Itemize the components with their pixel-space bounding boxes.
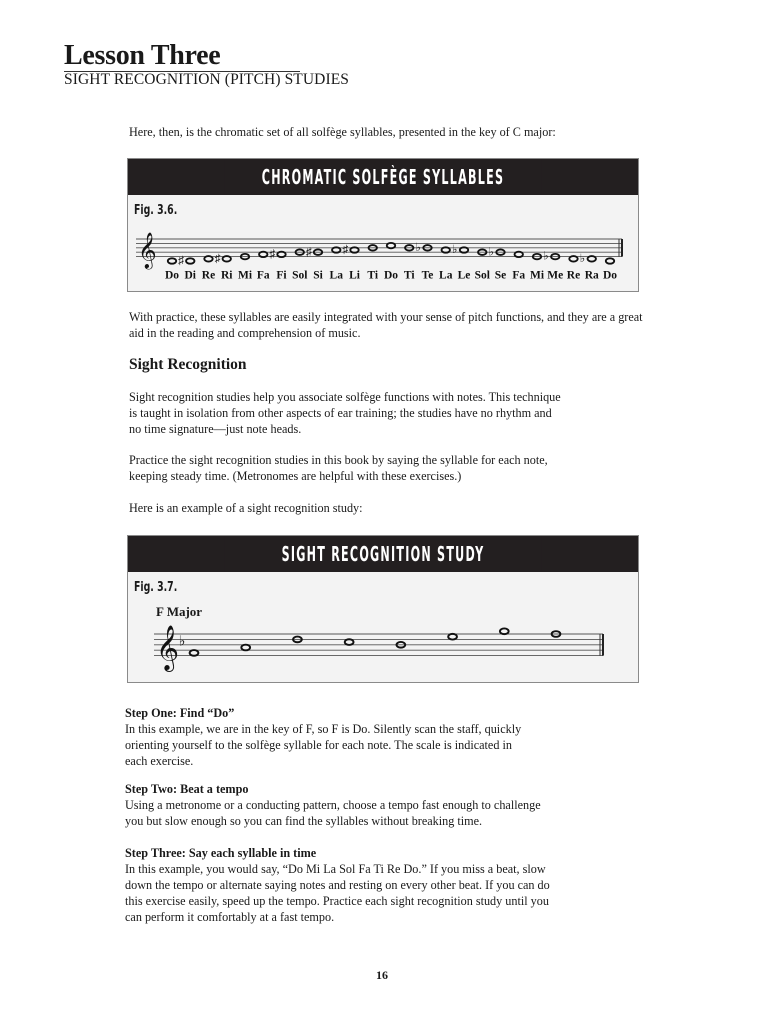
practice-studies-paragraph — [129, 452, 548, 484]
whole-note — [223, 256, 231, 261]
text-line: no time signature—just note heads. — [129, 422, 302, 436]
syllable-label: Re — [201, 269, 216, 282]
sharp-icon: ♯ — [214, 252, 221, 265]
step-one — [125, 705, 521, 769]
intro-text: Here, then, is the chromatic set of all solfège syllables, presented in the key of C major: — [129, 125, 556, 139]
whole-note — [190, 650, 199, 656]
text-line: Sight recognition studies help you associate solfège functions with notes. This technique — [129, 390, 561, 404]
flat-icon: ♭ — [543, 250, 549, 263]
sharp-icon: ♯ — [269, 248, 276, 261]
flat-icon: ♭ — [452, 244, 458, 257]
figure-label: Fig. 3.7. — [134, 580, 178, 595]
text-line: can perform it comfortably at a fast tempo. — [125, 910, 335, 924]
text-line: Using a metronome or a conducting pattern, choose a tempo fast enough to challenge — [125, 798, 541, 812]
step-two — [125, 781, 541, 829]
syllable-label: Te — [421, 269, 434, 282]
syllable-label: Do — [602, 269, 618, 282]
whole-note — [345, 639, 354, 645]
figure-label: Fig. 3.6. — [134, 203, 178, 218]
section-heading: Sight Recognition — [129, 356, 247, 373]
text-line: orienting yourself to the solfège syllable for each note. The scale is indicated in — [125, 738, 512, 752]
syllable-label: Ra — [584, 269, 599, 282]
figure-banner: CHROMATIC SOLFÈGE SYLLABLES — [225, 159, 541, 195]
step-heading: Step One: Find “Do” — [125, 706, 235, 720]
syllable-label: Ri — [221, 269, 233, 282]
page-number: 16 — [376, 968, 388, 982]
lesson-title: Lesson Three — [64, 40, 221, 71]
whole-note — [350, 247, 358, 252]
syllable-label: Mi — [529, 269, 545, 282]
text-line: down the tempo or alternate saying notes and resting on every other beat. If you can do — [125, 878, 550, 892]
whole-note — [332, 247, 340, 252]
syllable-label: Sol — [292, 269, 308, 282]
syllable-label: Me — [547, 269, 564, 282]
whole-note — [204, 256, 212, 261]
flat-icon: ♭ — [178, 633, 186, 650]
text-line: this exercise easily, speed up the tempo. Practice each sight recognition study until you — [125, 894, 549, 908]
syllable-label: Le — [457, 269, 471, 282]
whole-note — [448, 634, 457, 640]
syllable-label: Se — [494, 269, 507, 282]
sharp-icon: ♯ — [305, 246, 312, 259]
step-three — [125, 845, 550, 925]
text-line: In this example, we are in the key of F, so F is Do. Silently scan the staff, quickly — [125, 722, 522, 736]
flat-icon: ♭ — [415, 241, 421, 254]
whole-note — [387, 243, 395, 248]
sharp-icon: ♯ — [178, 255, 184, 268]
syllable-label: Fi — [276, 269, 287, 282]
whole-note — [515, 252, 523, 257]
syllable-label: Fa — [256, 269, 270, 282]
lesson-subtitle: SIGHT RECOGNITION (PITCH) STUDIES — [64, 71, 350, 88]
syllable-label: Do — [164, 269, 180, 282]
whole-note — [277, 252, 285, 257]
sight-recognition-paragraph — [129, 389, 561, 437]
text-line: you but slow enough so you can find the syllables without breaking time. — [125, 814, 483, 828]
whole-note — [588, 256, 596, 261]
text-line: is taught in isolation from other aspects of ear training; the studies have no rhythm and — [129, 406, 552, 420]
sharp-icon: ♯ — [342, 244, 349, 257]
key-label: F Major — [156, 604, 203, 619]
figure-sight-recognition-study — [127, 535, 639, 683]
whole-note — [442, 247, 450, 252]
practice-paragraph: With practice, these syllables are easily integrated with your sense of pitch functions, and they are a great aid in the reading and comprehension of music. — [129, 310, 643, 340]
example-intro: Here is an example of a sight recognition study: — [129, 501, 363, 515]
figure-chromatic-syllables — [127, 158, 639, 292]
step-heading: Step Two: Beat a tempo — [125, 782, 249, 796]
whole-note — [186, 258, 194, 263]
syllable-label: Si — [313, 269, 323, 282]
syllable-label: Ti — [403, 269, 415, 282]
text-line: Practice the sight recognition studies in this book by saying the syllable for each note, — [129, 453, 548, 467]
whole-note — [241, 645, 250, 651]
step-heading: Step Three: Say each syllable in time — [125, 846, 317, 860]
whole-note — [569, 256, 577, 261]
whole-note — [606, 258, 614, 263]
whole-note — [168, 258, 176, 263]
flat-icon: ♭ — [579, 252, 586, 265]
figure-banner: SIGHT RECOGNITION STUDY — [225, 536, 541, 572]
syllable-label: Mi — [237, 269, 253, 282]
syllable-label: Do — [383, 269, 399, 282]
text-line: each exercise. — [125, 754, 194, 768]
whole-note — [259, 252, 267, 257]
flat-icon: ♭ — [488, 246, 494, 259]
treble-clef-icon: 𝄞 — [156, 626, 179, 670]
study-staff — [128, 618, 638, 678]
syllable-label: La — [329, 269, 343, 282]
syllable-label: Sol — [474, 269, 490, 282]
treble-clef-icon: 𝄞 — [138, 232, 157, 268]
syllable-label: Re — [566, 269, 581, 282]
syllable-label: La — [439, 269, 453, 282]
chromatic-staff — [128, 195, 638, 291]
syllable-label: Ti — [367, 269, 379, 282]
whole-note — [460, 247, 468, 252]
syllable-label: Di — [184, 269, 196, 282]
text-line: keeping steady time. (Metronomes are helpful with these exercises.) — [129, 469, 462, 483]
syllable-label: Li — [349, 269, 360, 282]
syllable-label: Fa — [512, 269, 526, 282]
whole-note — [500, 628, 509, 634]
text-line: In this example, you would say, “Do Mi La Sol Fa Ti Re Do.” If you miss a beat, slow — [125, 862, 546, 876]
